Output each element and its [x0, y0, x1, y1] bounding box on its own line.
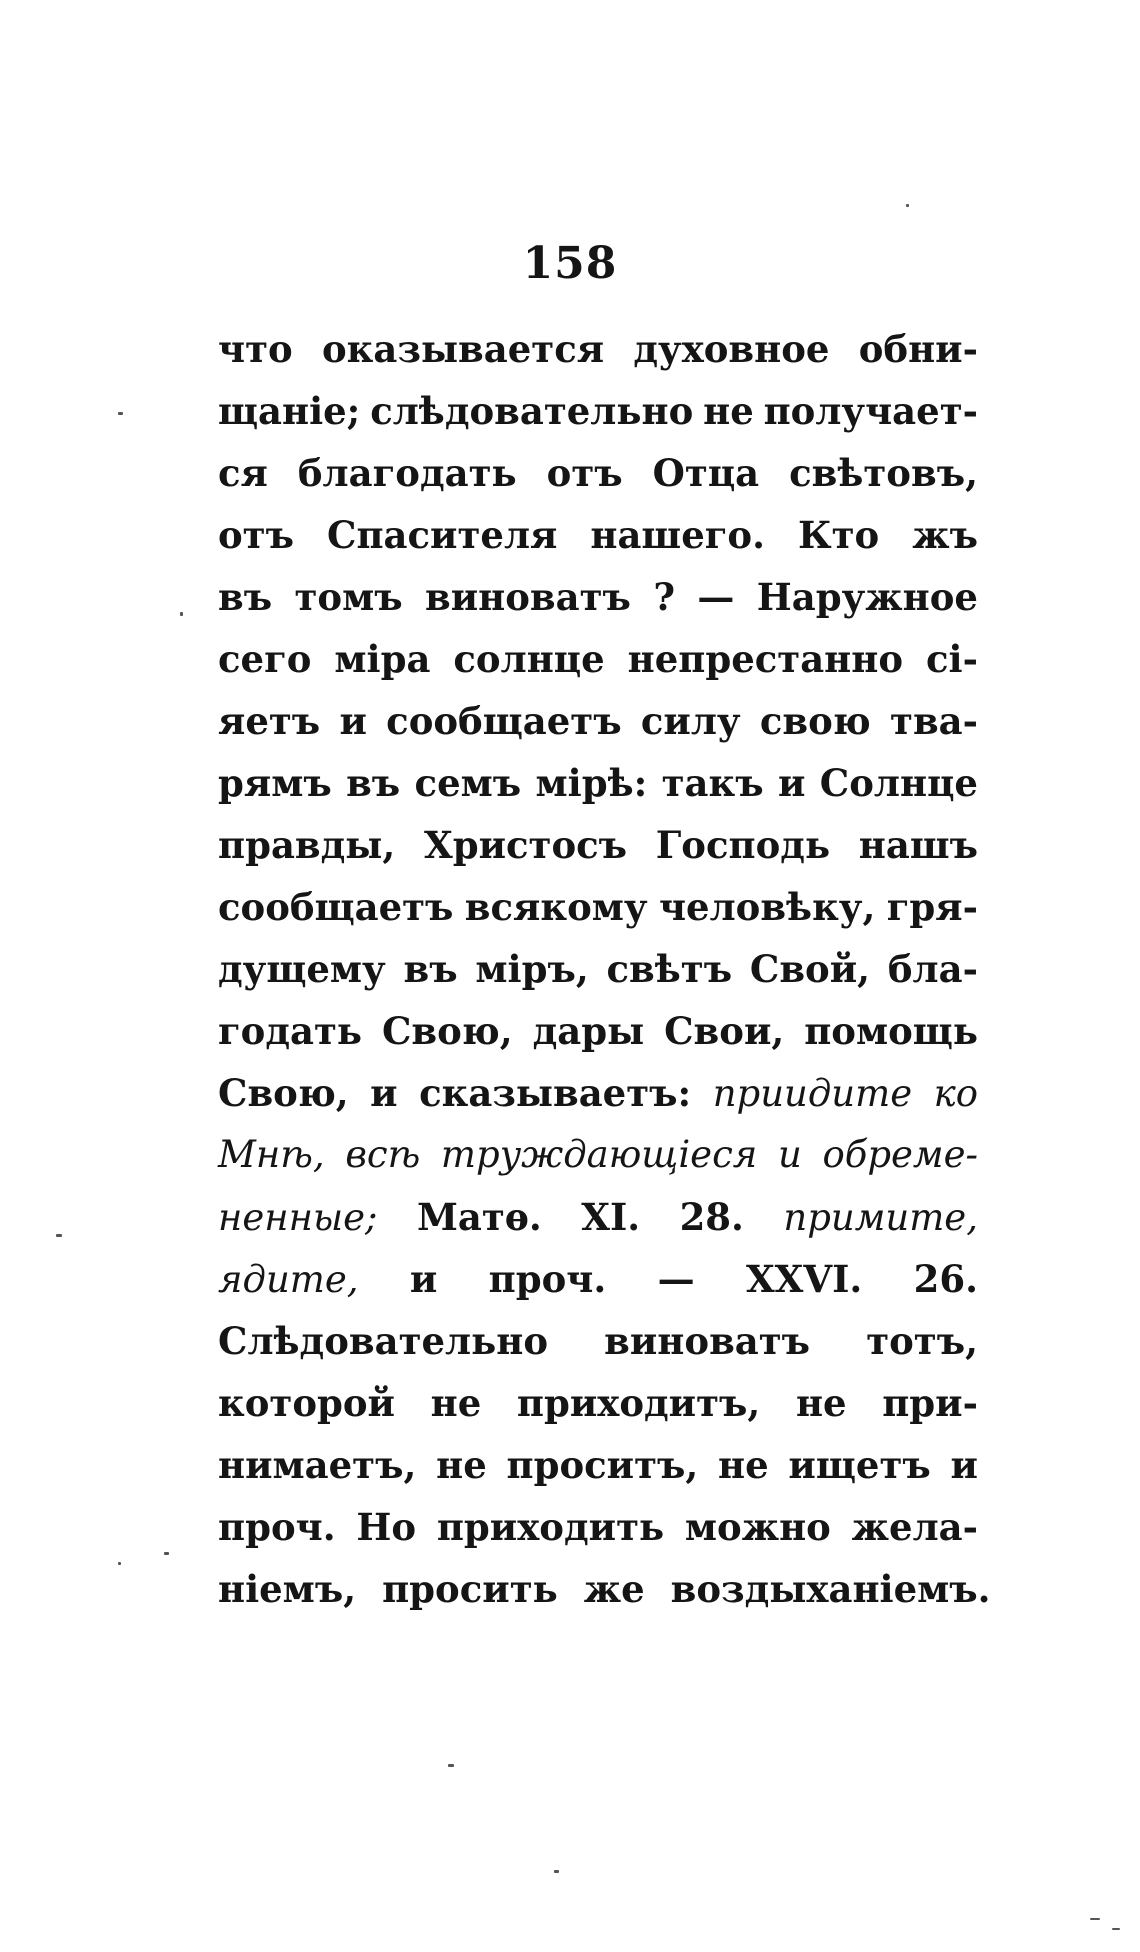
word: нашъ [858, 823, 978, 867]
word: силу [640, 699, 741, 743]
scan-speck [118, 1562, 121, 1565]
word: и [370, 1071, 398, 1115]
word: приходитъ, [516, 1381, 761, 1425]
word: примите, [783, 1196, 978, 1239]
text-line [218, 752, 978, 814]
word: Свой, [749, 947, 871, 991]
word: отъ [546, 451, 623, 495]
word: Слѣдовательно [218, 1319, 549, 1363]
word: воздыханіемъ. [670, 1567, 991, 1611]
text-line [218, 876, 978, 938]
text-line [218, 1248, 978, 1310]
word: сообщаетъ [386, 699, 622, 743]
word: приидите [712, 1072, 913, 1115]
scan-speck [554, 1870, 559, 1873]
word: и [777, 761, 806, 805]
word: духовное [633, 327, 830, 371]
word: не [795, 1381, 847, 1425]
word: въ [403, 947, 458, 991]
word: годать [218, 1009, 363, 1053]
word: отъ [218, 513, 294, 557]
word: свѣтовъ, [789, 451, 978, 495]
word: нашего. [590, 513, 765, 557]
word: въ [346, 761, 401, 805]
text-line [218, 1558, 991, 1620]
page-number: 158 [522, 238, 618, 289]
word: виноватъ [425, 575, 631, 619]
word: ищетъ [788, 1443, 931, 1487]
text-line [218, 690, 978, 752]
word: 26. [913, 1257, 978, 1301]
word: не [430, 1381, 482, 1425]
scan-speck [1090, 1918, 1100, 1920]
word: Наружное [756, 575, 978, 619]
word: — [657, 1257, 695, 1301]
word: не [703, 389, 754, 433]
word: свѣтъ [606, 947, 733, 991]
word: всякому [464, 885, 648, 929]
word: нимаетъ, [218, 1443, 417, 1487]
text-line [218, 1434, 978, 1496]
word: приходить [436, 1505, 665, 1549]
scan-speck [180, 612, 183, 616]
word: Мнѣ, [218, 1133, 325, 1176]
text-line [218, 1186, 978, 1248]
word: непрестанно [627, 637, 904, 681]
word: что [218, 327, 293, 371]
scan-speck [1112, 1928, 1120, 1930]
word: проч. [218, 1505, 336, 1549]
word: правды, [218, 823, 396, 867]
word: слѣдовательно [370, 389, 694, 433]
word: же [583, 1567, 645, 1611]
word: Христосъ [423, 823, 628, 867]
word: просить [382, 1567, 558, 1611]
text-line [218, 1496, 978, 1558]
word: дущему [218, 947, 386, 991]
word: бла- [887, 947, 978, 991]
scan-speck [448, 1764, 454, 1767]
word: такъ [661, 761, 764, 805]
text-line [218, 566, 978, 628]
word: сказываетъ: [419, 1071, 692, 1115]
word: щаніе; [218, 389, 361, 433]
word: тва- [890, 699, 978, 743]
word: міръ, [475, 947, 589, 991]
word: и [950, 1443, 978, 1487]
text-line [218, 504, 978, 566]
text-line [218, 318, 978, 380]
word: Свою, [381, 1009, 513, 1053]
word: ? [653, 575, 675, 619]
scan-speck [56, 1234, 62, 1237]
word: оказывается [321, 327, 605, 371]
word: получает- [763, 389, 978, 433]
word: ся [218, 451, 268, 495]
word: не [436, 1443, 487, 1487]
word: благодать [297, 451, 517, 495]
word: мірѣ: [535, 761, 648, 805]
word: при- [882, 1381, 978, 1425]
word: гря- [886, 885, 978, 929]
word: 28. [679, 1195, 744, 1239]
text-line [218, 938, 978, 1000]
word: дары [532, 1009, 645, 1053]
word: XXVI. [745, 1257, 863, 1301]
text-line [218, 814, 978, 876]
word: обреме- [822, 1133, 978, 1176]
word: которой [218, 1381, 395, 1425]
word: свою [759, 699, 871, 743]
word: виноватъ [604, 1319, 811, 1363]
text-line [218, 1372, 978, 1434]
word: Свои, [664, 1009, 785, 1053]
word: Спасителя [327, 513, 558, 557]
text-line [218, 628, 978, 690]
word: не [718, 1443, 769, 1487]
text-line [218, 442, 978, 504]
word: ядите, [218, 1258, 359, 1301]
word: жъ [912, 513, 978, 557]
word: міра [334, 637, 431, 681]
word: Кто [797, 513, 880, 557]
word: Отца [652, 451, 760, 495]
word: томъ [294, 575, 403, 619]
word: проч. [488, 1257, 607, 1301]
word: въ [218, 575, 273, 619]
word: семъ [414, 761, 522, 805]
scan-speck [906, 204, 909, 207]
word: сообщаетъ [218, 885, 454, 929]
word: тотъ, [866, 1319, 978, 1363]
word: жела- [851, 1505, 978, 1549]
word: — [697, 575, 735, 619]
word: обни- [858, 327, 978, 371]
word: человѣку, [658, 885, 876, 929]
scan-speck [118, 412, 123, 415]
word: и [777, 1133, 802, 1176]
word: сі- [926, 637, 978, 681]
word: яетъ [218, 699, 321, 743]
word: рямъ [218, 761, 332, 805]
body-text [218, 318, 991, 1620]
word: ніемъ, [218, 1567, 357, 1611]
word: и [409, 1257, 438, 1301]
word: Матѳ. [416, 1195, 542, 1239]
text-line [218, 1310, 978, 1372]
text-line [218, 1000, 978, 1062]
word: труждающіеся [440, 1133, 758, 1176]
word: можно [684, 1505, 831, 1549]
word: Свою, [218, 1071, 349, 1115]
text-line [218, 1062, 978, 1124]
text-line [218, 380, 978, 442]
word: ко [933, 1072, 978, 1115]
word: XI. [581, 1195, 641, 1239]
word: помощь [804, 1009, 978, 1053]
word: сего [218, 637, 312, 681]
word: и [339, 699, 367, 743]
word: Но [356, 1505, 417, 1549]
word: солнце [453, 637, 605, 681]
word: ненные; [218, 1196, 378, 1239]
word: всѣ [345, 1133, 421, 1176]
text-line [218, 1124, 978, 1186]
word: Солнце [819, 761, 978, 805]
word: проситъ, [506, 1443, 699, 1487]
word: Господь [655, 823, 831, 867]
scan-speck [164, 1552, 169, 1555]
